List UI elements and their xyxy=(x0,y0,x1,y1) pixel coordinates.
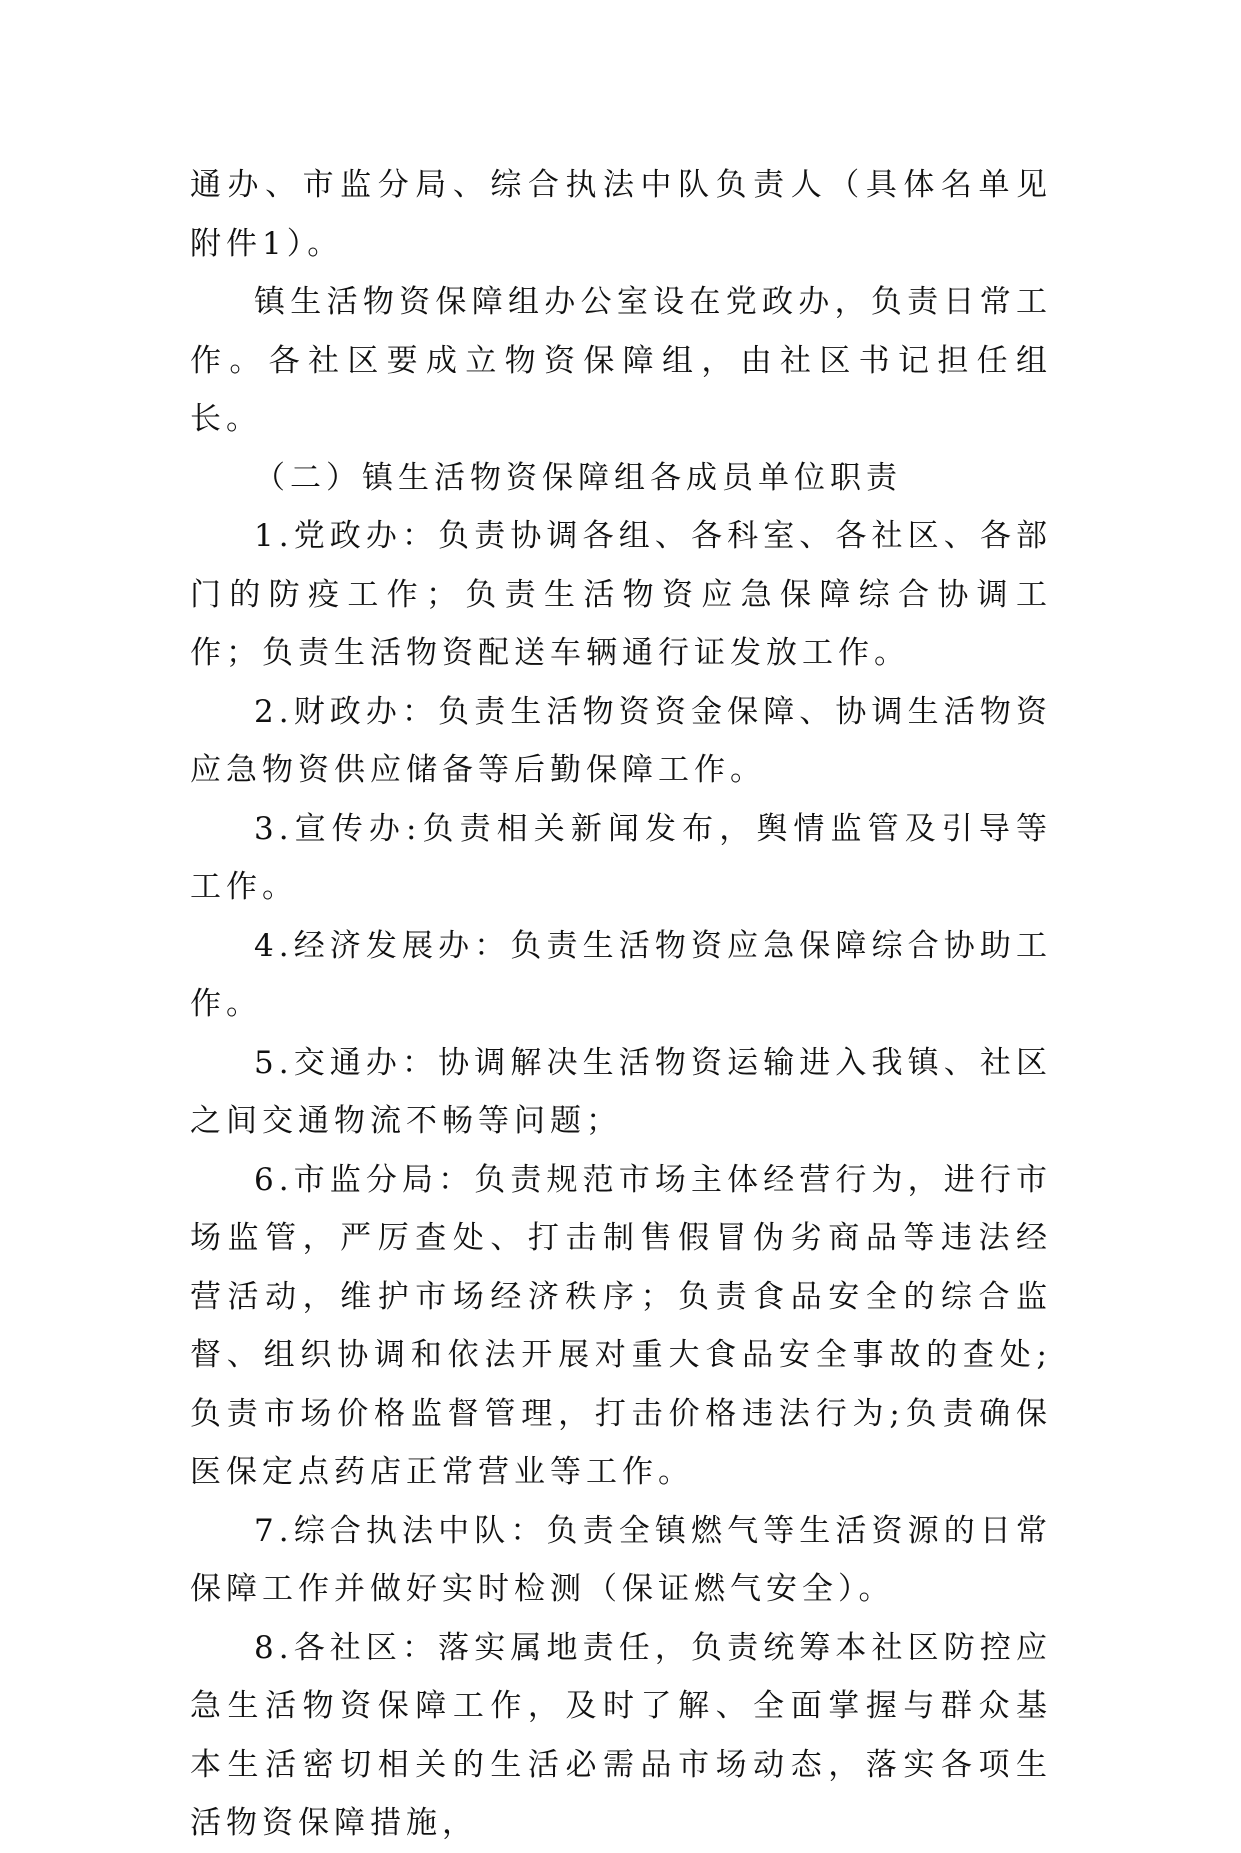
document-body xyxy=(190,156,1052,1853)
paragraph-item-6: 6.市监分局：负责规范市场主体经营行为，进行市场监管，严厉查处、打击制售假冒伪劣商品等违法经营活动，维护市场经济秩序；负责食品安全的综合监督、组织协调和依法开展对重大食品安全事故的查处;负责市场价格监督管理，打击价格违法行为;负责确保医保定点药店正常营业等工作。 xyxy=(190,1161,1052,1490)
section-heading: （二）镇生活物资保障组各成员单位职责 xyxy=(254,459,902,496)
paragraph-item-2: 2.财政办：负责生活物资资金保障、协调生活物资应急物资供应储备等后勤保障工作。 xyxy=(190,693,1052,788)
paragraph-item-8: 8.各社区：落实属地责任，负责统筹本社区防控应急生活物资保障工作，及时了解、全面掌握与群众基本生活密切相关的生活必需品市场动态，落实各项生活物资保障措施， xyxy=(190,1629,1052,1841)
paragraph-item-1: 1.党政办：负责协调各组、各科室、各社区、各部门的防疫工作；负责生活物资应急保障综合协调工作；负责生活物资配送车辆通行证发放工作。 xyxy=(190,518,1052,671)
paragraph-office: 镇生活物资保障组办公室设在党政办，负责日常工作。各社区要成立物资保障组，由社区书记担任组长。 xyxy=(190,284,1052,437)
paragraph-item-4: 4.经济发展办：负责生活物资应急保障综合协助工作。 xyxy=(190,927,1052,1022)
paragraph-item-5: 5.交通办：协调解决生活物资运输进入我镇、社区之间交通物流不畅等问题； xyxy=(190,1044,1052,1139)
paragraph-item-3: 3.宣传办:负责相关新闻发布，舆情监管及引导等工作。 xyxy=(190,810,1052,905)
paragraph-item-7: 7.综合执法中队：负责全镇燃气等生活资源的日常保障工作并做好实时检测（保证燃气安全）。 xyxy=(190,1512,1052,1607)
paragraph-continuation: 通办、市监分局、综合执法中队负责人（具体名单见附件1）。 xyxy=(190,167,1052,262)
